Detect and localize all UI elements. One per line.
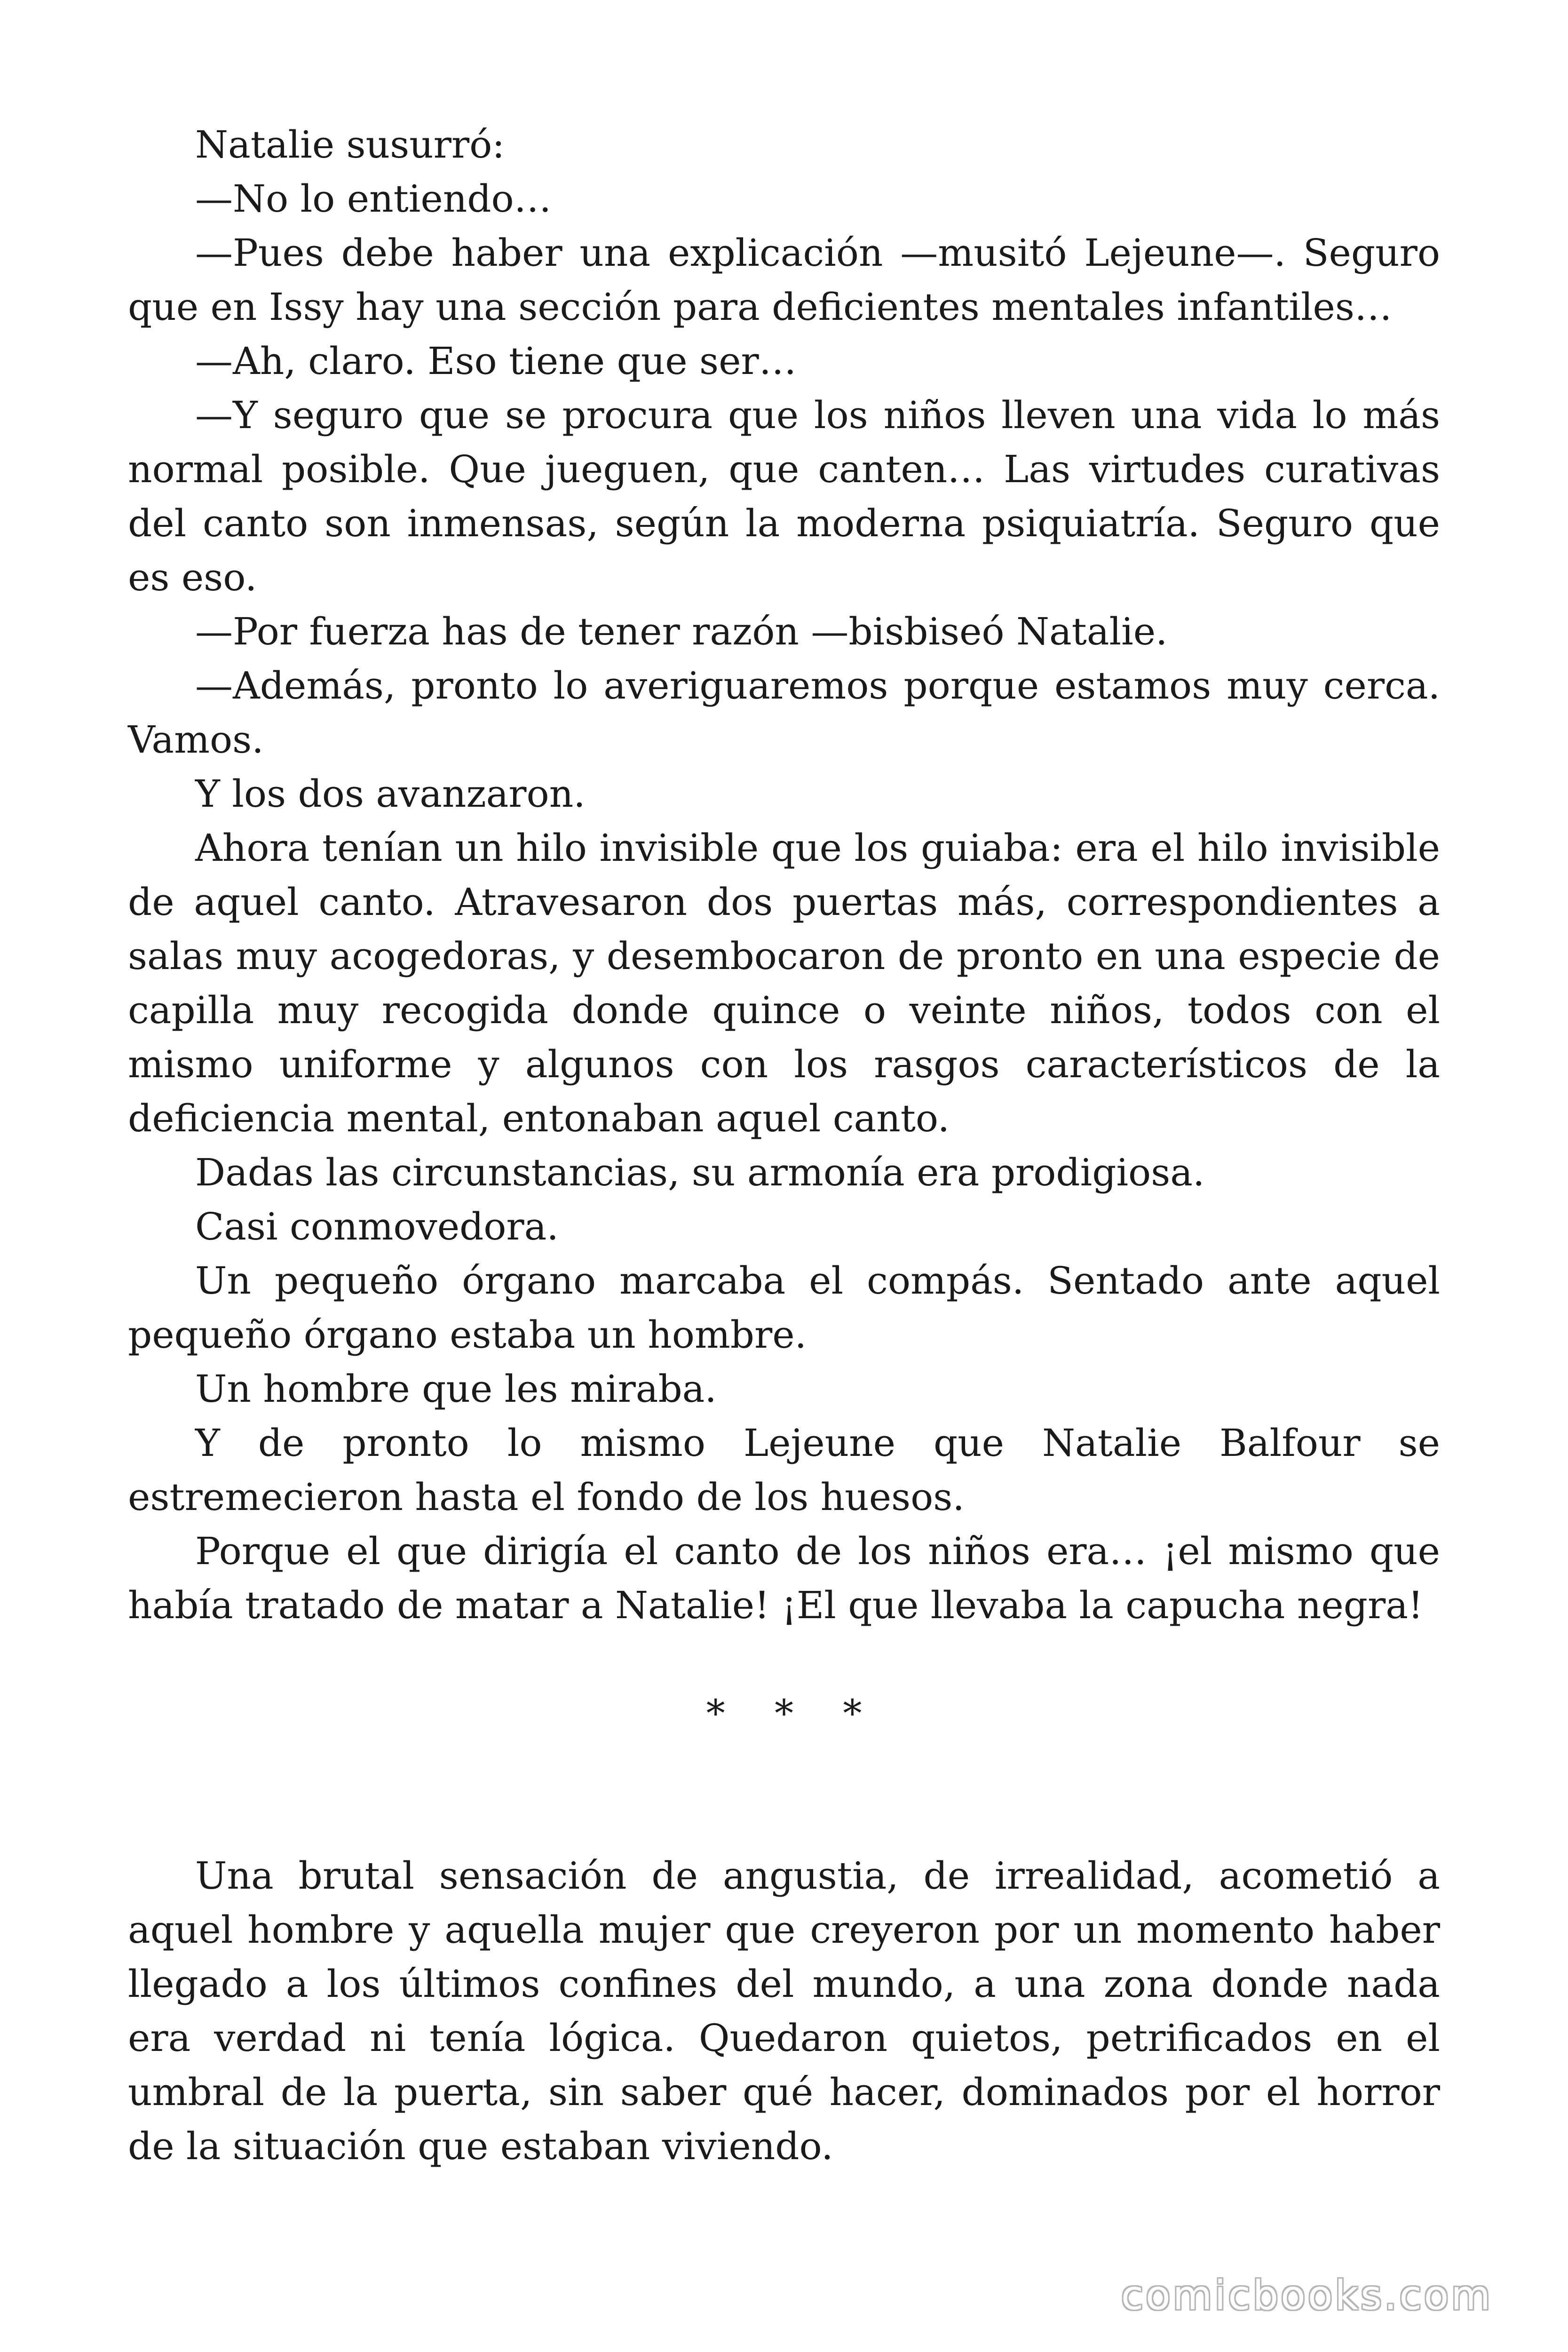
paragraph: Y los dos avanzaron. <box>195 772 586 816</box>
paragraph: —Pues debe haber una explicación —musitó Lejeune—. Seguro que en Issy hay una sección para deficientes mentales infantiles… <box>128 231 1440 329</box>
paragraph: Dadas las circunstancias, su armonía era prodigiosa. <box>195 1151 1205 1194</box>
paragraph: Ahora tenían un hilo invisible que los guiaba: era el hilo invisible de aquel canto. Atravesaron dos puertas más, correspondientes a salas muy acogedoras, y desembocaron de pronto en una especie de capilla muy recogida donde quince o veinte niños, todos con el mismo uniforme y algunos con los rasgos característicos de la deficiencia mental, entonaban aquel canto. <box>128 826 1440 1140</box>
paragraph: Y de pronto lo mismo Lejeune que Natalie Balfour se estremecieron hasta el fondo de los huesos. <box>128 1421 1440 1519</box>
section-separator: * * * <box>706 1692 881 1735</box>
text-block-after <box>128 1849 1440 2173</box>
paragraph: —Ah, claro. Eso tiene que ser… <box>195 339 797 383</box>
book-page <box>128 118 1440 2173</box>
text-block-before <box>128 118 1440 1632</box>
paragraph: Una brutal sensación de angustia, de irrealidad, acometió a aquel hombre y aquella mujer que creyeron por un momento haber llegado a los últimos confines del mundo, a una zona donde nada era verdad ni tenía lógica. Quedaron quietos, petrificados en el umbral de la puerta, sin saber qué hacer, dominados por el horror de la situación que estaban viviendo. <box>128 1854 1440 2168</box>
paragraph: Un hombre que les miraba. <box>195 1367 717 1411</box>
paragraph: —Además, pronto lo averiguaremos porque estamos muy cerca. Vamos. <box>128 664 1440 762</box>
paragraph: Un pequeño órgano marcaba el compás. Sentado ante aquel pequeño órgano estaba un hombre. <box>128 1259 1440 1357</box>
watermark-logo: comicbooks.com <box>1121 2272 1493 2319</box>
paragraph: Natalie susurró: <box>195 123 505 167</box>
paragraph: Casi conmovedora. <box>195 1205 559 1248</box>
paragraph: —No lo entiendo… <box>195 177 552 221</box>
paragraph: —Y seguro que se procura que los niños lleven una vida lo más normal posible. Que jueguen, que canten… Las virtudes curativas del canto son inmensas, según la moderna psiquiatría. Seguro que es eso. <box>128 393 1440 599</box>
paragraph: Porque el que dirigía el canto de los niños era… ¡el mismo que había tratado de matar a Natalie! ¡El que llevaba la capucha negra! <box>128 1529 1440 1627</box>
paragraph: —Por fuerza has de tener razón —bisbiseó Natalie. <box>195 610 1168 653</box>
